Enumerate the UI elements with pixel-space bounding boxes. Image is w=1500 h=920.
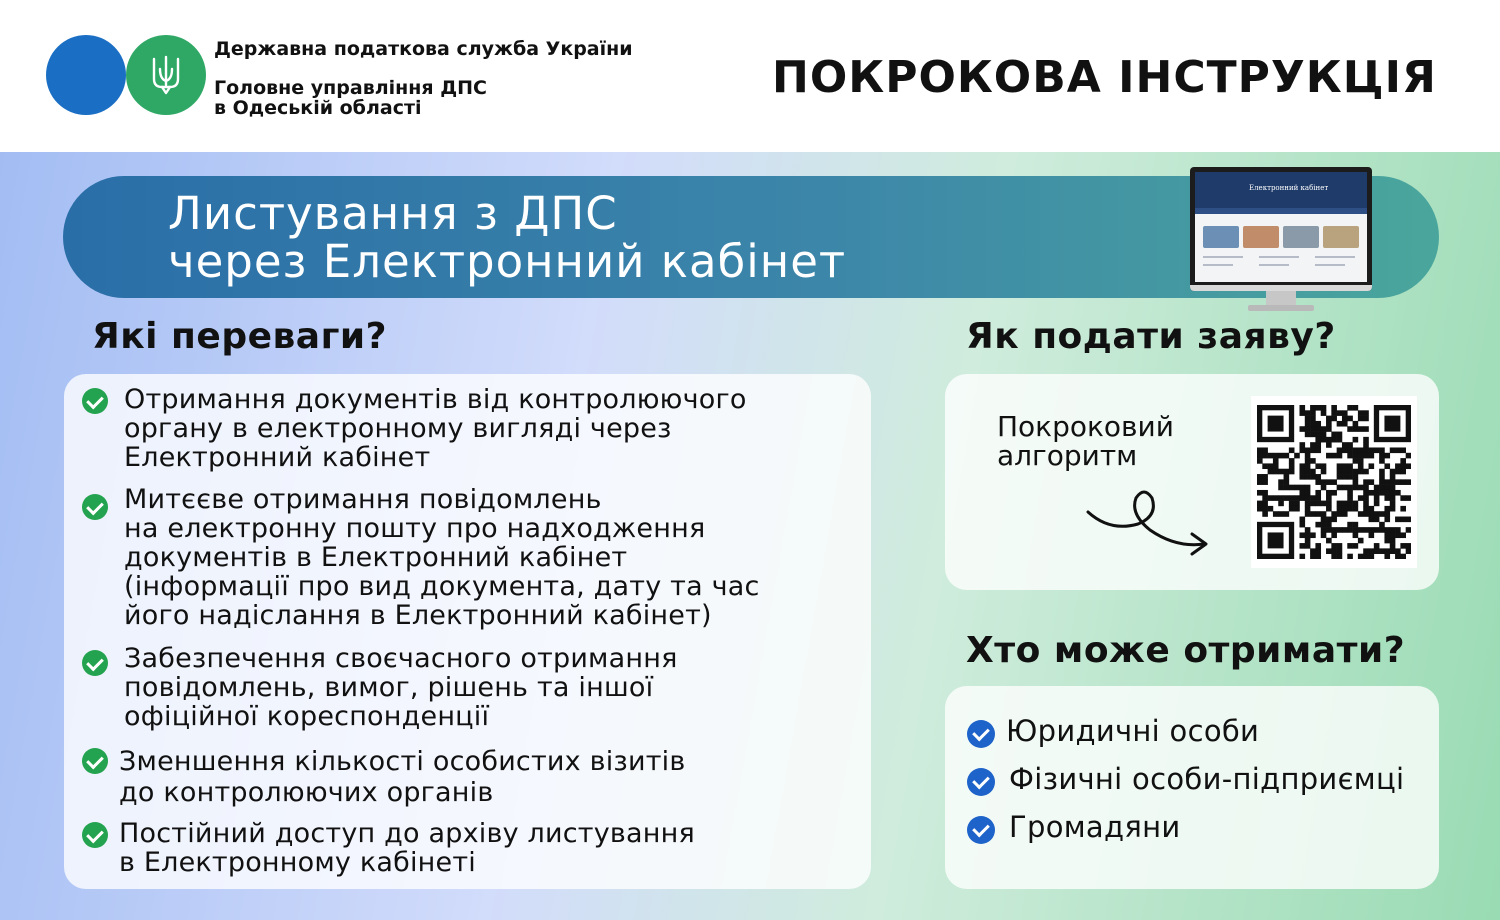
- benefit-line: до контролюючих органів: [119, 777, 494, 808]
- check-circle-icon: [82, 822, 108, 848]
- benefit-item-3: [124, 644, 678, 731]
- check-circle-icon: [82, 388, 108, 414]
- monitor-base: [1248, 305, 1314, 311]
- monitor-text-line: [1259, 256, 1299, 258]
- monitor-text-line: [1203, 256, 1243, 258]
- qr-code-icon[interactable]: [1257, 405, 1411, 559]
- banner-title-line-1: Листування з ДПС: [168, 187, 618, 240]
- algorithm-text-line-1: Покроковий: [997, 410, 1174, 443]
- org-unit-line-1: Головне управління ДПС: [214, 77, 488, 99]
- benefit-line: органу в електронному вигляді через: [124, 413, 672, 444]
- benefit-line: на електронну пошту про надходження: [124, 513, 706, 544]
- benefit-line: офіційної кореспонденції: [124, 701, 490, 732]
- monitor-screen: [1195, 172, 1367, 282]
- benefit-item-2: [124, 485, 760, 630]
- benefit-line: Забезпечення своєчасного отримання: [124, 643, 678, 674]
- benefit-line: повідомлень, вимог, рішень та іншої: [124, 672, 654, 703]
- banner-title: [168, 187, 847, 288]
- monitor-text-line: [1203, 264, 1233, 266]
- document-title: ПОКРОКОВА ІНСТРУКЦІЯ: [772, 52, 1437, 103]
- banner-title-line-2: через Електронний кабінет: [168, 235, 847, 288]
- verified-badge-icon: [967, 720, 995, 748]
- benefit-line: Зменшення кількості особистих візитів: [119, 746, 686, 777]
- benefit-item-1: [124, 385, 747, 472]
- curly-arrow-icon: [1080, 484, 1220, 564]
- benefit-line: Митєєве отримання повідомлень: [124, 484, 602, 515]
- monitor-text-line: [1315, 264, 1345, 266]
- check-circle-icon: [82, 650, 108, 676]
- algorithm-text: [997, 412, 1174, 470]
- benefits-heading: Які переваги?: [92, 316, 387, 357]
- monitor-thumb: [1283, 226, 1319, 248]
- monitor-text-line: [1259, 264, 1289, 266]
- trident-logo-icon: [126, 35, 206, 115]
- benefit-line: в Електронному кабінеті: [119, 847, 476, 878]
- org-name: Державна податкова служба України: [214, 38, 633, 60]
- qr-code-container[interactable]: [1251, 396, 1417, 568]
- org-unit-line-2: в Одеській області: [214, 97, 422, 119]
- monitor-stand: [1266, 291, 1296, 305]
- who-heading: Хто може отримати?: [966, 630, 1406, 671]
- benefit-line: документів в Електронний кабінет: [124, 542, 628, 573]
- monitor-screen-title: Електронний кабінет: [1249, 184, 1329, 192]
- monitor-thumb: [1243, 226, 1279, 248]
- monitor-screen-nav: [1195, 208, 1367, 214]
- benefit-line: Отримання документів від контролюючого: [124, 384, 747, 415]
- benefit-line: Постійний доступ до архіву листування: [119, 818, 695, 849]
- check-circle-icon: [82, 748, 108, 774]
- logo-blue-circle: [46, 35, 126, 115]
- algorithm-text-line-2: алгоритм: [997, 439, 1138, 472]
- benefit-line: (інформації про вид документа, дату та час: [124, 571, 760, 602]
- verified-badge-icon: [967, 816, 995, 844]
- org-unit: [214, 78, 487, 118]
- who-item-3: Громадяни: [1009, 810, 1181, 844]
- check-circle-icon: [82, 494, 108, 520]
- benefit-line: його надіслання в Електронний кабінет): [124, 600, 712, 631]
- monitor-thumb: [1203, 226, 1239, 248]
- monitor-screen-header: [1195, 172, 1367, 208]
- monitor-icon: [1190, 167, 1372, 313]
- verified-badge-icon: [967, 768, 995, 796]
- benefit-item-4: [119, 746, 685, 808]
- monitor-thumb: [1323, 226, 1359, 248]
- benefit-item-5: [119, 819, 695, 877]
- monitor-text-line: [1315, 256, 1355, 258]
- who-item-2: Фізичні особи-підприємці: [1009, 762, 1405, 796]
- who-item-1: Юридичні особи: [1006, 714, 1260, 748]
- page-header: [0, 0, 1500, 152]
- benefit-line: Електронний кабінет: [124, 442, 431, 473]
- how-heading: Як подати заяву?: [966, 316, 1336, 357]
